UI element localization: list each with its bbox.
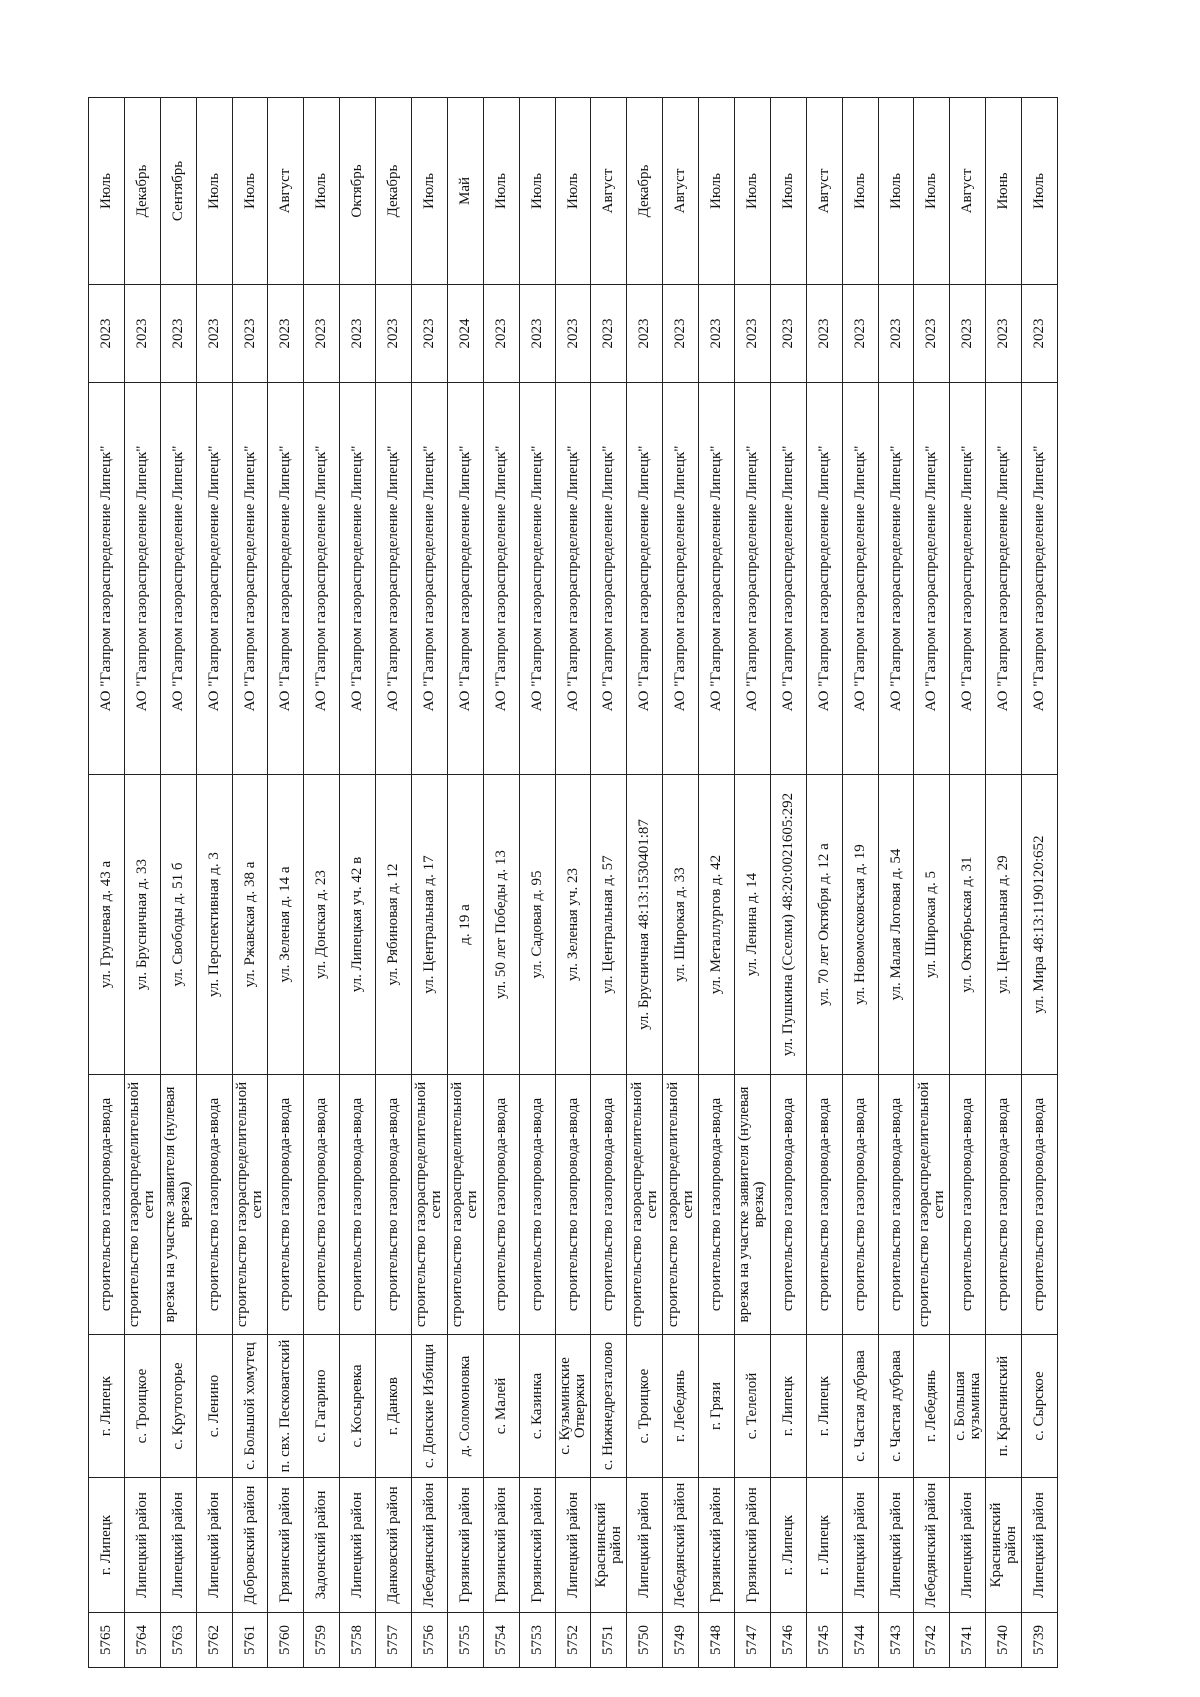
district-cell: Задонский район xyxy=(304,1478,340,1613)
district-cell: Лебедянский район xyxy=(663,1478,699,1613)
organization-cell: АО "Газпром газораспределение Липецк" xyxy=(770,383,806,775)
table-row xyxy=(89,98,125,1668)
month-cell: Октябрь xyxy=(340,98,376,285)
year-cell: 2023 xyxy=(483,285,519,383)
address-cell: ул. Рябиновая д. 12 xyxy=(376,775,412,1075)
address-cell: ул. Зеленая уч. 23 xyxy=(555,775,591,1075)
organization-cell: АО "Газпром газораспределение Липецк" xyxy=(196,383,232,775)
district-cell: г. Липецк xyxy=(806,1478,842,1613)
address-cell: ул. Мира 48:13:1190120:652 xyxy=(1022,775,1058,1075)
address-cell: ул. 70 лет Октября д. 12 а xyxy=(806,775,842,1075)
row-number-cell: 5750 xyxy=(627,1613,663,1668)
organization-cell: АО "Газпром газораспределение Липецк" xyxy=(806,383,842,775)
address-cell: ул. Перспективная д. 3 xyxy=(196,775,232,1075)
locality-cell: г. Липецк xyxy=(806,1335,842,1478)
month-cell: Июль xyxy=(483,98,519,285)
month-cell: Сентябрь xyxy=(160,98,196,285)
district-cell: Грязинский район xyxy=(268,1478,304,1613)
address-cell: ул. Брусничная д. 33 xyxy=(124,775,160,1075)
row-number-cell: 5761 xyxy=(232,1613,268,1668)
year-cell: 2023 xyxy=(986,285,1022,383)
district-cell: Лебедянский район xyxy=(412,1478,448,1613)
address-cell: ул. Грушевая д. 43 а xyxy=(89,775,125,1075)
row-number-cell: 5740 xyxy=(986,1613,1022,1668)
organization-cell: АО "Газпром газораспределение Липецк" xyxy=(842,383,878,775)
year-cell: 2023 xyxy=(160,285,196,383)
organization-cell: АО "Газпром газораспределение Липецк" xyxy=(124,383,160,775)
organization-cell: АО "Газпром газораспределение Липецк" xyxy=(591,383,627,775)
year-cell: 2023 xyxy=(627,285,663,383)
month-cell: Июль xyxy=(519,98,555,285)
row-number-cell: 5746 xyxy=(770,1613,806,1668)
row-number-cell: 5747 xyxy=(735,1613,771,1668)
locality-cell: с. Троицкое xyxy=(124,1335,160,1478)
address-cell: ул. 50 лет Победы д. 13 xyxy=(483,775,519,1075)
organization-cell: АО "Газпром газораспределение Липецк" xyxy=(304,383,340,775)
district-cell: Грязинский район xyxy=(735,1478,771,1613)
locality-cell: г. Данков xyxy=(376,1335,412,1478)
district-cell: Липецкий район xyxy=(1022,1478,1058,1613)
organization-cell: АО "Газпром газораспределение Липецк" xyxy=(483,383,519,775)
work-type-cell: строительство газопровода-ввода xyxy=(268,1075,304,1335)
district-cell: Липецкий район xyxy=(555,1478,591,1613)
row-number-cell: 5751 xyxy=(591,1613,627,1668)
table-row xyxy=(842,98,878,1668)
table-row xyxy=(483,98,519,1668)
row-number-cell: 5742 xyxy=(914,1613,950,1668)
locality-cell: г. Грязи xyxy=(699,1335,735,1478)
locality-cell: с. Малей xyxy=(483,1335,519,1478)
locality-cell: г. Лебедянь xyxy=(914,1335,950,1478)
district-cell: Липецкий район xyxy=(627,1478,663,1613)
row-number-cell: 5753 xyxy=(519,1613,555,1668)
year-cell: 2023 xyxy=(304,285,340,383)
month-cell: Декабрь xyxy=(376,98,412,285)
rotated-table-container xyxy=(88,98,1058,1668)
year-cell: 2023 xyxy=(124,285,160,383)
work-type-cell: строительство газораспределительной сети xyxy=(663,1075,699,1335)
row-number-cell: 5763 xyxy=(160,1613,196,1668)
table-row xyxy=(412,98,448,1668)
table-row xyxy=(986,98,1022,1668)
month-cell: Июль xyxy=(914,98,950,285)
table-row xyxy=(950,98,986,1668)
district-cell: Липецкий район xyxy=(124,1478,160,1613)
work-type-cell: строительство газораспределительной сети xyxy=(232,1075,268,1335)
address-cell: ул. Ржавская д. 38 а xyxy=(232,775,268,1075)
work-type-cell: врезка на участке заявителя (нулевая врезка) xyxy=(160,1075,196,1335)
table-row xyxy=(770,98,806,1668)
organization-cell: АО "Газпром газораспределение Липецк" xyxy=(376,383,412,775)
year-cell: 2023 xyxy=(376,285,412,383)
address-cell: ул. Широкая д. 5 xyxy=(914,775,950,1075)
table-row xyxy=(878,98,914,1668)
month-cell: Июль xyxy=(878,98,914,285)
district-cell: г. Липецк xyxy=(89,1478,125,1613)
locality-cell: с. Ленино xyxy=(196,1335,232,1478)
address-cell: ул. Октябрьская д. 31 xyxy=(950,775,986,1075)
locality-cell: с. Троицкое xyxy=(627,1335,663,1478)
year-cell: 2023 xyxy=(89,285,125,383)
address-cell: ул. Центральная д. 17 xyxy=(412,775,448,1075)
district-cell: Краснинский район xyxy=(986,1478,1022,1613)
table-row xyxy=(124,98,160,1668)
work-type-cell: строительство газопровода-ввода xyxy=(89,1075,125,1335)
organization-cell: АО "Газпром газораспределение Липецк" xyxy=(1022,383,1058,775)
organization-cell: АО "Газпром газораспределение Липецк" xyxy=(914,383,950,775)
month-cell: Июль xyxy=(555,98,591,285)
locality-cell: г. Липецк xyxy=(89,1335,125,1478)
work-type-cell: строительство газопровода-ввода xyxy=(304,1075,340,1335)
district-cell: Липецкий район xyxy=(878,1478,914,1613)
row-number-cell: 5748 xyxy=(699,1613,735,1668)
work-type-cell: строительство газопровода-ввода xyxy=(483,1075,519,1335)
work-type-cell: строительство газораспределительной сети xyxy=(447,1075,483,1335)
locality-cell: с. Казинка xyxy=(519,1335,555,1478)
locality-cell: с. Большая кузьминка xyxy=(950,1335,986,1478)
year-cell: 2023 xyxy=(555,285,591,383)
month-cell: Июль xyxy=(412,98,448,285)
row-number-cell: 5743 xyxy=(878,1613,914,1668)
table-row xyxy=(663,98,699,1668)
district-cell: Липецкий район xyxy=(340,1478,376,1613)
year-cell: 2023 xyxy=(878,285,914,383)
table-row xyxy=(735,98,771,1668)
work-type-cell: строительство газопровода-ввода xyxy=(519,1075,555,1335)
locality-cell: д. Соломоновка xyxy=(447,1335,483,1478)
month-cell: Декабрь xyxy=(124,98,160,285)
work-type-cell: строительство газопровода-ввода xyxy=(555,1075,591,1335)
work-type-cell: строительство газопровода-ввода xyxy=(591,1075,627,1335)
work-type-cell: строительство газопровода-ввода xyxy=(196,1075,232,1335)
address-cell: ул. Донская д. 23 xyxy=(304,775,340,1075)
row-number-cell: 5745 xyxy=(806,1613,842,1668)
table-row xyxy=(268,98,304,1668)
organization-cell: АО "Газпром газораспределение Липецк" xyxy=(663,383,699,775)
month-cell: Июль xyxy=(89,98,125,285)
address-cell: ул. Садовая д. 95 xyxy=(519,775,555,1075)
row-number-cell: 5755 xyxy=(447,1613,483,1668)
year-cell: 2023 xyxy=(806,285,842,383)
work-type-cell: строительство газораспределительной сети xyxy=(124,1075,160,1335)
table-row xyxy=(1022,98,1058,1668)
year-cell: 2023 xyxy=(1022,285,1058,383)
month-cell: Август xyxy=(268,98,304,285)
locality-cell: п. свх. Песковатский xyxy=(268,1335,304,1478)
month-cell: Июль xyxy=(304,98,340,285)
row-number-cell: 5757 xyxy=(376,1613,412,1668)
address-cell: ул. Ленина д. 14 xyxy=(735,775,771,1075)
locality-cell: с. Частая дубрава xyxy=(878,1335,914,1478)
organization-cell: АО "Газпром газораспределение Липецк" xyxy=(555,383,591,775)
row-number-cell: 5756 xyxy=(412,1613,448,1668)
table-row xyxy=(160,98,196,1668)
table-row xyxy=(806,98,842,1668)
organization-cell: АО "Газпром газораспределение Липецк" xyxy=(627,383,663,775)
work-type-cell: строительство газопровода-ввода xyxy=(842,1075,878,1335)
month-cell: Июль xyxy=(699,98,735,285)
table-row xyxy=(519,98,555,1668)
organization-cell: АО "Газпром газораспределение Липецк" xyxy=(699,383,735,775)
year-cell: 2023 xyxy=(340,285,376,383)
month-cell: Июль xyxy=(1022,98,1058,285)
year-cell: 2023 xyxy=(519,285,555,383)
year-cell: 2023 xyxy=(268,285,304,383)
row-number-cell: 5741 xyxy=(950,1613,986,1668)
month-cell: Июль xyxy=(770,98,806,285)
table-row xyxy=(196,98,232,1668)
address-cell: ул. Центральная д. 29 xyxy=(986,775,1022,1075)
district-cell: Грязинский район xyxy=(519,1478,555,1613)
work-type-cell: строительство газопровода-ввода xyxy=(699,1075,735,1335)
table-body xyxy=(89,98,1058,1668)
month-cell: Август xyxy=(950,98,986,285)
district-cell: Грязинский район xyxy=(699,1478,735,1613)
locality-cell: с. Гагарино xyxy=(304,1335,340,1478)
table-row xyxy=(591,98,627,1668)
district-cell: Липецкий район xyxy=(196,1478,232,1613)
work-type-cell: строительство газопровода-ввода xyxy=(770,1075,806,1335)
district-cell: г. Липецк xyxy=(770,1478,806,1613)
table-row xyxy=(340,98,376,1668)
organization-cell: АО "Газпром газораспределение Липецк" xyxy=(878,383,914,775)
district-cell: Краснинский район xyxy=(591,1478,627,1613)
row-number-cell: 5739 xyxy=(1022,1613,1058,1668)
district-cell: Липецкий район xyxy=(950,1478,986,1613)
work-type-cell: строительство газопровода-ввода xyxy=(376,1075,412,1335)
organization-cell: АО "Газпром газораспределение Липецк" xyxy=(89,383,125,775)
address-cell: ул. Центральная д. 57 xyxy=(591,775,627,1075)
month-cell: Май xyxy=(447,98,483,285)
address-cell: ул. Малая Логовая д. 54 xyxy=(878,775,914,1075)
locality-cell: с. Донские Избищи xyxy=(412,1335,448,1478)
row-number-cell: 5762 xyxy=(196,1613,232,1668)
gasification-schedule-table xyxy=(88,97,1058,1668)
row-number-cell: 5760 xyxy=(268,1613,304,1668)
locality-cell: с. Сырское xyxy=(1022,1335,1058,1478)
month-cell: Август xyxy=(806,98,842,285)
organization-cell: АО "Газпром газораспределение Липецк" xyxy=(447,383,483,775)
address-cell: д. 19 а xyxy=(447,775,483,1075)
address-cell: ул. Зеленая д. 14 а xyxy=(268,775,304,1075)
month-cell: Декабрь xyxy=(627,98,663,285)
work-type-cell: строительство газораспределительной сети xyxy=(627,1075,663,1335)
locality-cell: с. Нижнедрезгалово xyxy=(591,1335,627,1478)
district-cell: Данковский район xyxy=(376,1478,412,1613)
month-cell: Июнь xyxy=(986,98,1022,285)
work-type-cell: строительство газопровода-ввода xyxy=(986,1075,1022,1335)
month-cell: Июль xyxy=(196,98,232,285)
table-row xyxy=(699,98,735,1668)
address-cell: ул. Широкая д. 33 xyxy=(663,775,699,1075)
work-type-cell: врезка на участке заявителя (нулевая врезка) xyxy=(735,1075,771,1335)
locality-cell: г. Липецк xyxy=(770,1335,806,1478)
locality-cell: п. Краснинский xyxy=(986,1335,1022,1478)
year-cell: 2023 xyxy=(663,285,699,383)
organization-cell: АО "Газпром газораспределение Липецк" xyxy=(986,383,1022,775)
organization-cell: АО "Газпром газораспределение Липецк" xyxy=(519,383,555,775)
table-row xyxy=(232,98,268,1668)
month-cell: Июль xyxy=(735,98,771,285)
year-cell: 2023 xyxy=(914,285,950,383)
year-cell: 2023 xyxy=(232,285,268,383)
row-number-cell: 5758 xyxy=(340,1613,376,1668)
year-cell: 2023 xyxy=(735,285,771,383)
organization-cell: АО "Газпром газораспределение Липецк" xyxy=(950,383,986,775)
year-cell: 2023 xyxy=(412,285,448,383)
month-cell: Август xyxy=(591,98,627,285)
row-number-cell: 5764 xyxy=(124,1613,160,1668)
year-cell: 2023 xyxy=(770,285,806,383)
address-cell: ул. Металлургов д. 42 xyxy=(699,775,735,1075)
district-cell: Липецкий район xyxy=(160,1478,196,1613)
table-row xyxy=(914,98,950,1668)
address-cell: ул. Брусничная 48:13:1530401:87 xyxy=(627,775,663,1075)
row-number-cell: 5752 xyxy=(555,1613,591,1668)
locality-cell: с. Частая дубрава xyxy=(842,1335,878,1478)
table-row xyxy=(627,98,663,1668)
work-type-cell: строительство газопровода-ввода xyxy=(878,1075,914,1335)
year-cell: 2023 xyxy=(842,285,878,383)
address-cell: ул. Пушкина (Сселки) 48:20:0021605:292 xyxy=(770,775,806,1075)
year-cell: 2023 xyxy=(591,285,627,383)
organization-cell: АО "Газпром газораспределение Липецк" xyxy=(412,383,448,775)
address-cell: ул. Свободы д. 51 б xyxy=(160,775,196,1075)
locality-cell: с. Крутогорье xyxy=(160,1335,196,1478)
district-cell: Грязинский район xyxy=(483,1478,519,1613)
locality-cell: с. Телелой xyxy=(735,1335,771,1478)
table-row xyxy=(555,98,591,1668)
row-number-cell: 5749 xyxy=(663,1613,699,1668)
district-cell: Добровский район xyxy=(232,1478,268,1613)
work-type-cell: строительство газопровода-ввода xyxy=(806,1075,842,1335)
address-cell: ул. Липецкая уч. 42 в xyxy=(340,775,376,1075)
locality-cell: с. Косыревка xyxy=(340,1335,376,1478)
work-type-cell: строительство газопровода-ввода xyxy=(950,1075,986,1335)
table-row xyxy=(447,98,483,1668)
locality-cell: с. Кузьминские Отвержки xyxy=(555,1335,591,1478)
month-cell: Июль xyxy=(842,98,878,285)
work-type-cell: строительство газораспределительной сети xyxy=(914,1075,950,1335)
row-number-cell: 5744 xyxy=(842,1613,878,1668)
organization-cell: АО "Газпром газораспределение Липецк" xyxy=(735,383,771,775)
address-cell: ул. Новомосковская д. 19 xyxy=(842,775,878,1075)
row-number-cell: 5754 xyxy=(483,1613,519,1668)
work-type-cell: строительство газопровода-ввода xyxy=(340,1075,376,1335)
district-cell: Грязинский район xyxy=(447,1478,483,1613)
locality-cell: с. Большой хомутец xyxy=(232,1335,268,1478)
year-cell: 2023 xyxy=(196,285,232,383)
table-row xyxy=(376,98,412,1668)
district-cell: Липецкий район xyxy=(842,1478,878,1613)
year-cell: 2024 xyxy=(447,285,483,383)
year-cell: 2023 xyxy=(950,285,986,383)
year-cell: 2023 xyxy=(699,285,735,383)
district-cell: Лебедянский район xyxy=(914,1478,950,1613)
work-type-cell: строительство газораспределительной сети xyxy=(412,1075,448,1335)
month-cell: Август xyxy=(663,98,699,285)
organization-cell: АО "Газпром газораспределение Липецк" xyxy=(340,383,376,775)
row-number-cell: 5759 xyxy=(304,1613,340,1668)
organization-cell: АО "Газпром газораспределение Липецк" xyxy=(160,383,196,775)
row-number-cell: 5765 xyxy=(89,1613,125,1668)
organization-cell: АО "Газпром газораспределение Липецк" xyxy=(268,383,304,775)
organization-cell: АО "Газпром газораспределение Липецк" xyxy=(232,383,268,775)
work-type-cell: строительство газопровода-ввода xyxy=(1022,1075,1058,1335)
month-cell: Июль xyxy=(232,98,268,285)
table-row xyxy=(304,98,340,1668)
locality-cell: г. Лебедянь xyxy=(663,1335,699,1478)
